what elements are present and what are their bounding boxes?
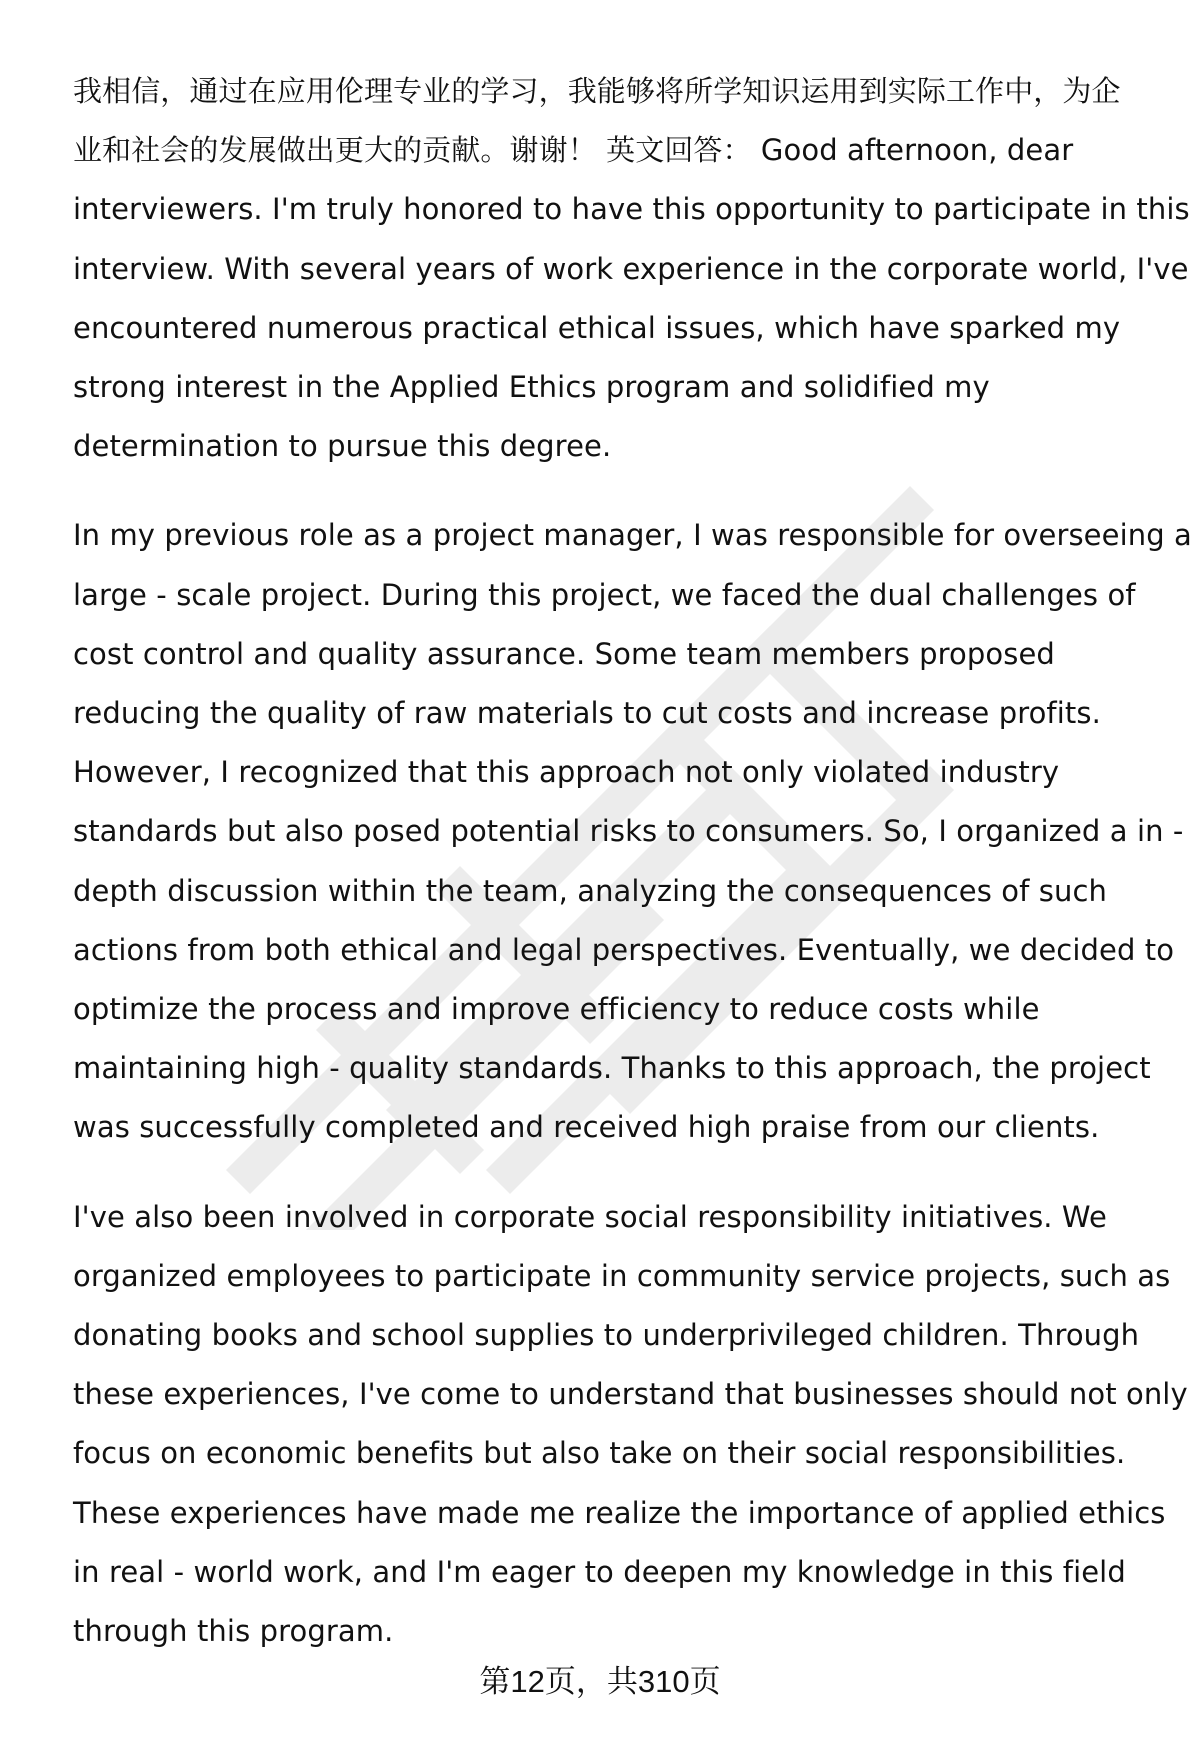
- text-line: focus on economic benefits but also take on their social responsibilities.: [73, 1436, 1126, 1471]
- paragraph-csr: [73, 1188, 1188, 1662]
- text-line: through this program.: [73, 1614, 394, 1649]
- text-line: was successfully completed and received high praise from our clients.: [73, 1110, 1100, 1145]
- text-line: in real - world work, and I'm eager to deepen my knowledge in this field: [73, 1554, 1126, 1589]
- text-line: 业和社会的发展做出更大的贡献。谢谢！ 英文回答： Good afternoon, dear: [73, 133, 1074, 168]
- text-line: actions from both ethical and legal perspectives. Eventually, we decided to: [73, 932, 1175, 967]
- text-line: However, I recognized that this approach not only violated industry: [73, 755, 1060, 790]
- text-line: large - scale project. During this project, we faced the dual challenges of: [73, 577, 1136, 612]
- text-line: I've also been involved in corporate social responsibility initiatives. We: [73, 1199, 1107, 1234]
- text-line: strong interest in the Applied Ethics program and solidified my: [73, 370, 990, 405]
- text-line: donating books and school supplies to underprivileged children. Through: [73, 1318, 1140, 1353]
- text-line: maintaining high - quality standards. Thanks to this approach, the project: [73, 1051, 1151, 1086]
- text-line: determination to pursue this degree.: [73, 429, 612, 464]
- text-line: these experiences, I've come to understand that businesses should not only: [73, 1377, 1188, 1412]
- paragraph-intro: [73, 62, 1190, 476]
- text-line: interviewers. I'm truly honored to have this opportunity to participate in this: [73, 192, 1190, 227]
- text-line: reducing the quality of raw materials to cut costs and increase profits.: [73, 696, 1101, 731]
- text-line: These experiences have made me realize the importance of applied ethics: [73, 1495, 1166, 1530]
- text-line: depth discussion within the team, analyzing the consequences of such: [73, 873, 1107, 908]
- text-line: optimize the process and improve efficiency to reduce costs while: [73, 992, 1040, 1027]
- text-line: encountered numerous practical ethical issues, which have sparked my: [73, 310, 1121, 345]
- text-line: interview. With several years of work experience in the corporate world, I've: [73, 251, 1189, 286]
- paragraph-project-manager: [73, 506, 1192, 1157]
- text-line: standards but also posed potential risks to consumers. So, I organized a in -: [73, 814, 1184, 849]
- text-line: cost control and quality assurance. Some team members proposed: [73, 636, 1055, 671]
- text-line: 我相信，通过在应用伦理专业的学习，我能够将所学知识运用到实际工作中，为企: [73, 74, 1121, 108]
- document-body: [73, 62, 1192, 1691]
- text-line: In my previous role as a project manager, I was responsible for overseeing a: [73, 518, 1192, 553]
- text-line: organized employees to participate in community service projects, such as: [73, 1258, 1171, 1293]
- page-number-footer: 第12页，共310页: [479, 1664, 721, 1699]
